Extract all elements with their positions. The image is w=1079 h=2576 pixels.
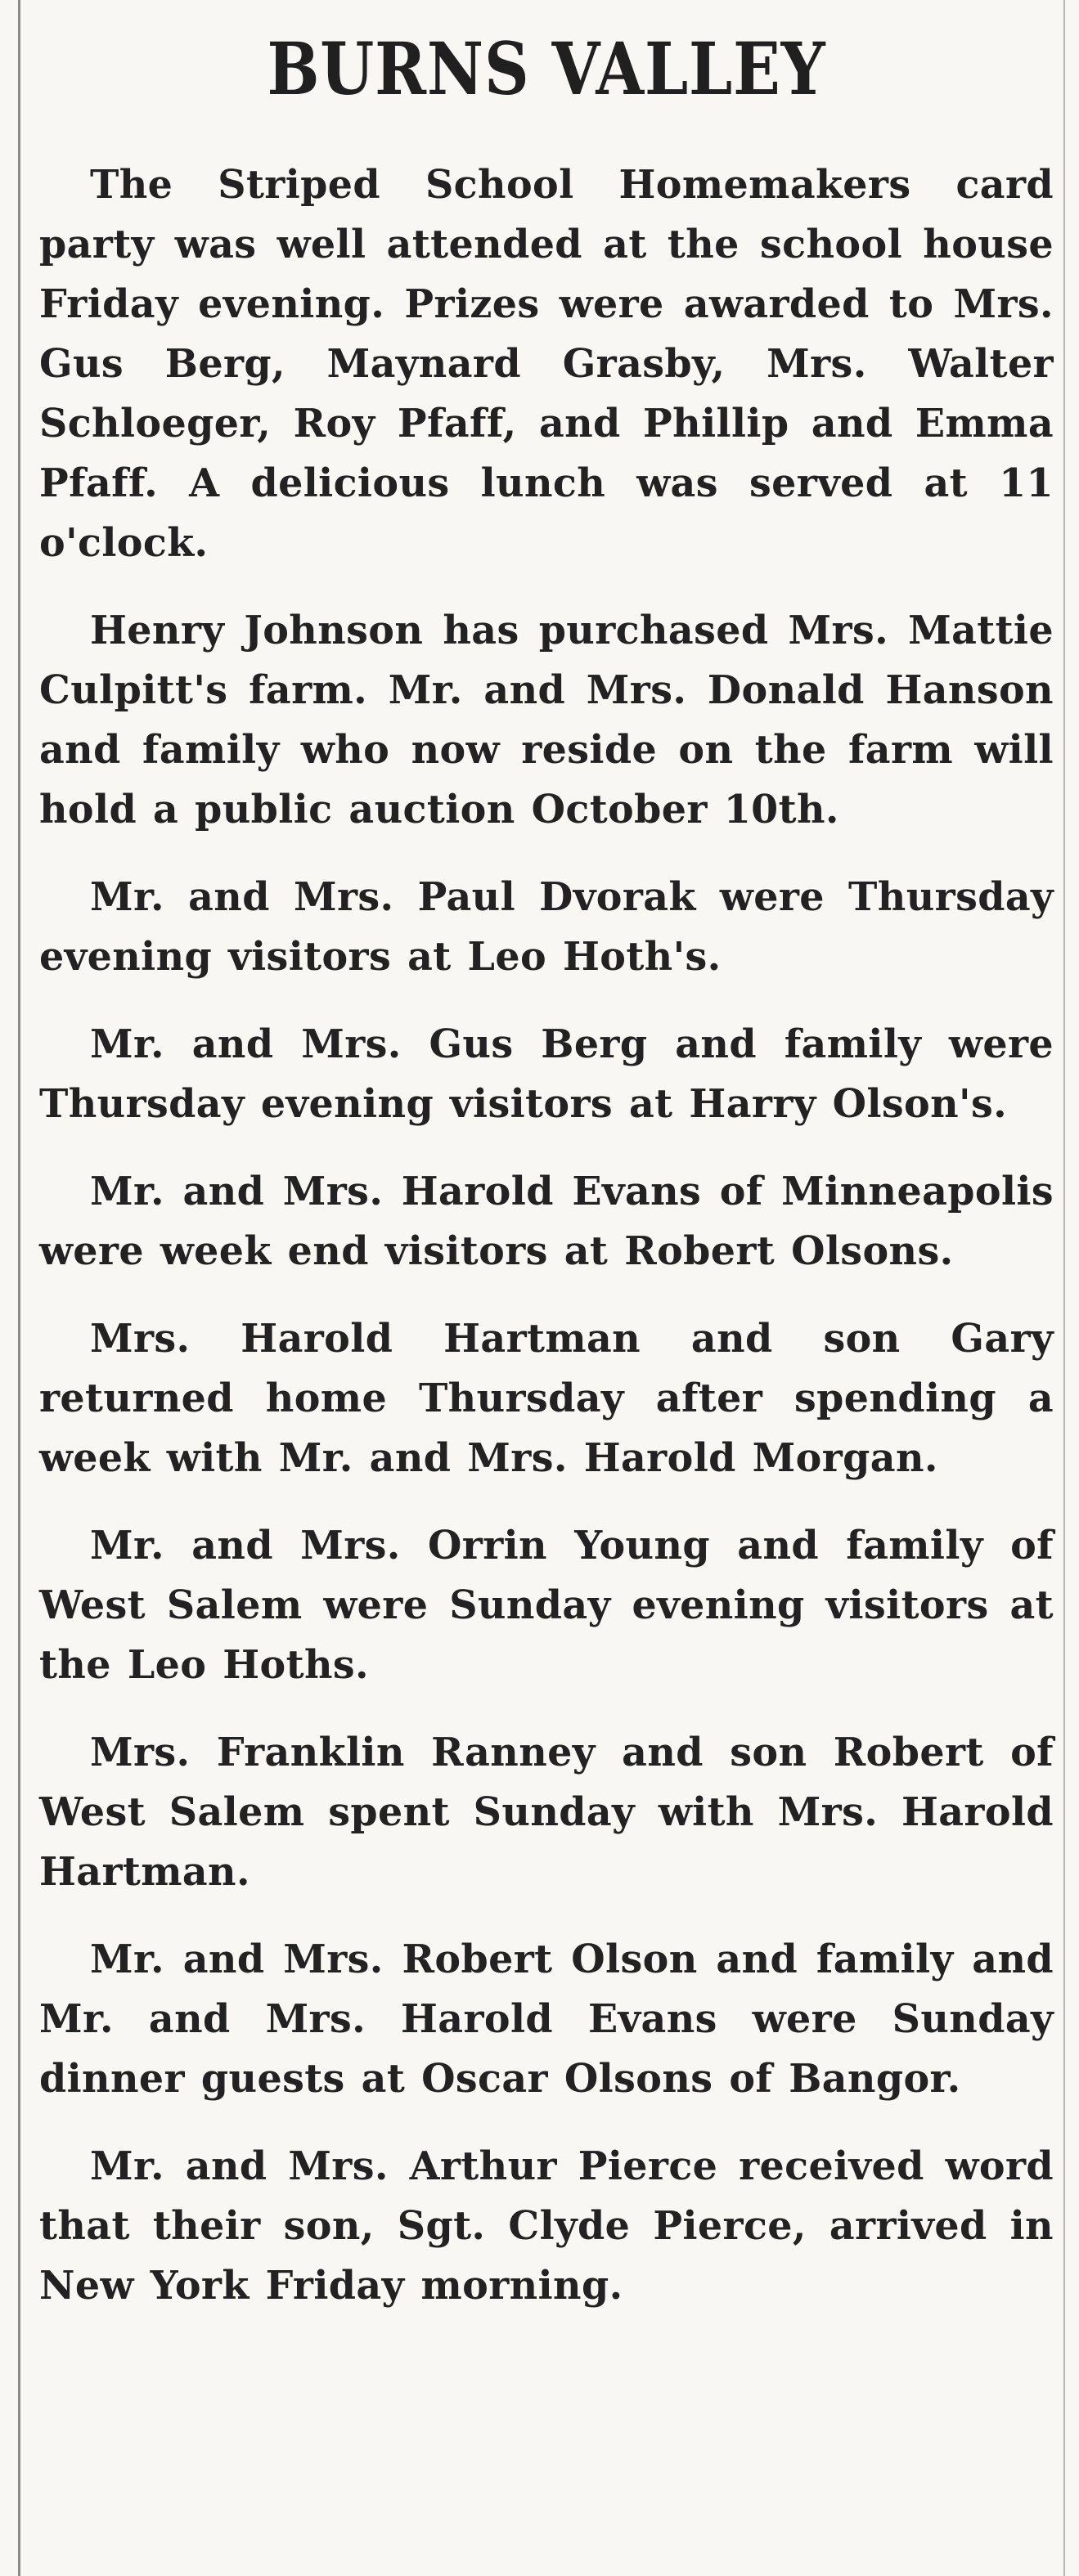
news-item-young-visit: Mr. and Mrs. Orrin Young and family of West Salem were Sunday evening visitors at the Leo Hoths. — [39, 1523, 1054, 1688]
news-item-berg-visit: Mr. and Mrs. Gus Berg and family were Thursday evening visitors at Harry Olson's. — [39, 1021, 1054, 1127]
headline: BURNS VALLEY — [267, 26, 826, 111]
news-item-dvorak-visit: Mr. and Mrs. Paul Dvorak were Thursday evening visitors at Leo Hoth's. — [39, 874, 1054, 980]
news-item-evans-visit: Mr. and Mrs. Harold Evans of Minneapolis were week end visitors at Robert Olsons. — [39, 1169, 1054, 1274]
news-item-ranney-visit: Mrs. Franklin Ranney and son Robert of West Salem spent Sunday with Mrs. Harold Hartman. — [39, 1730, 1054, 1895]
news-item-card-party: The Striped School Homemakers card party was well attended at the school house Friday evening. Prizes were awarded to Mrs. Gus Berg, Maynard Grasby, Mrs. Walter Schloeger, Roy Pfaff, and Phillip and Emma Pfaff. A delicious lunch was served at 11 o'clock. — [39, 162, 1054, 566]
article-body — [39, 155, 1054, 2316]
news-column — [39, 0, 1054, 2316]
news-item-pierce-arrival: Mr. and Mrs. Arthur Pierce received word that their son, Sgt. Clyde Pierce, arrived in New York Friday morning. — [39, 2143, 1054, 2309]
news-item-hartman-return: Mrs. Harold Hartman and son Gary returned home Thursday after spending a week with Mr. and Mrs. Harold Morgan. — [39, 1316, 1054, 1481]
column-rule-left — [18, 0, 20, 2576]
news-item-farm-purchase: Henry Johnson has purchased Mrs. Mattie Culpitt's farm. Mr. and Mrs. Donald Hanson and family who now reside on the farm will hold a public auction October 10th. — [39, 608, 1054, 832]
column-rule-right — [1063, 0, 1065, 2576]
news-item-olson-dinner: Mr. and Mrs. Robert Olson and family and Mr. and Mrs. Harold Evans were Sunday dinner guests at Oscar Olsons of Bangor. — [39, 1936, 1054, 2102]
